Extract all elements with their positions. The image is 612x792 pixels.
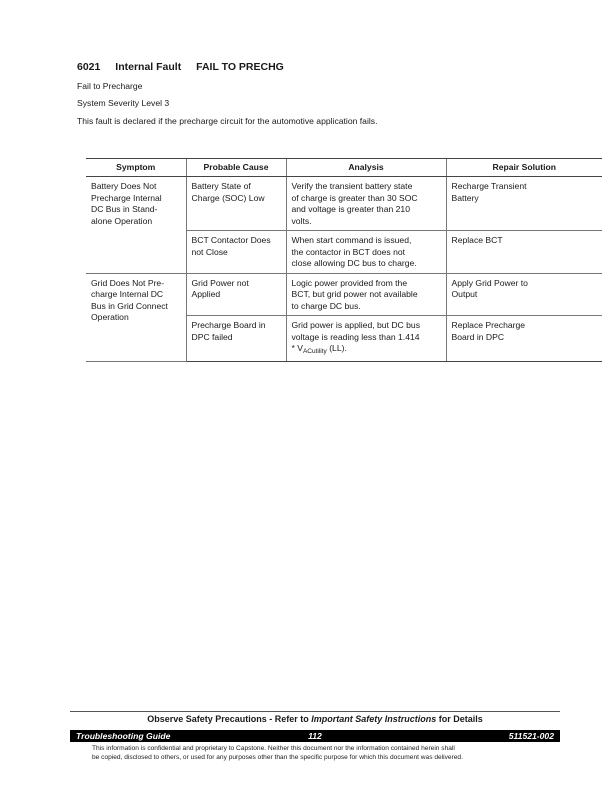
formula-subscript: ACutility	[302, 348, 327, 355]
repair-line: Board in DPC	[451, 331, 505, 342]
cause-line: Applied	[191, 289, 221, 299]
analysis-line: BCT, but grid power not available	[291, 289, 418, 299]
formula-suffix: (LL).	[326, 343, 347, 353]
analysis-cell	[286, 177, 446, 231]
repair-cell	[446, 273, 602, 316]
troubleshooting-table	[86, 158, 602, 362]
header-symptom: Symptom	[86, 159, 186, 177]
table-header-row	[86, 159, 602, 177]
analysis-line: Logic power provided from the	[291, 277, 408, 288]
fault-subtitle: Fail to Precharge	[77, 81, 143, 91]
confidentiality-line: be copied, disclosed to others, or used for any purposes other than the specific purpose for which this document was delivered.	[92, 753, 463, 761]
safety-emphasis: Important Safety Instructions	[311, 714, 437, 724]
symptom-cell	[86, 273, 186, 361]
repair-line: Replace BCT	[451, 235, 503, 245]
repair-line: Output	[451, 289, 478, 299]
cause-cell	[186, 273, 286, 316]
safety-suffix: for Details	[436, 714, 483, 724]
header-analysis: Analysis	[286, 159, 446, 177]
cause-line: Grid Power not	[191, 277, 249, 288]
analysis-line: of charge is greater than 30 SOC	[291, 192, 418, 203]
safety-prefix: Observe Safety Precautions - Refer to	[147, 714, 312, 724]
analysis-line: voltage is reading less than 1.414	[291, 331, 420, 342]
cause-cell	[186, 177, 286, 231]
fault-heading	[77, 61, 284, 73]
analysis-cell	[286, 316, 446, 362]
cause-cell	[186, 316, 286, 362]
fault-description: This fault is declared if the precharge circuit for the automotive application fails.	[77, 116, 378, 126]
page-number: 112	[308, 731, 322, 741]
analysis-cell	[286, 231, 446, 274]
cause-cell	[186, 231, 286, 274]
guide-title: Troubleshooting Guide	[76, 731, 171, 741]
symptom-line: charge Internal DC	[91, 289, 164, 299]
table-row	[86, 177, 602, 231]
fault-title: Internal Fault	[115, 61, 182, 73]
repair-cell	[446, 231, 602, 274]
repair-line: Battery	[451, 192, 479, 203]
footer-divider	[70, 711, 560, 712]
analysis-line: to charge DC bus.	[291, 300, 361, 311]
fault-code: 6021	[77, 61, 101, 73]
footer-bar	[70, 730, 560, 742]
cause-line: Battery State of	[191, 181, 251, 191]
analysis-line: the contactor in BCT does not	[291, 246, 406, 257]
formula-prefix: * V	[291, 343, 303, 353]
formula-line	[292, 343, 441, 358]
symptom-line: Precharge Internal	[91, 192, 162, 203]
analysis-line: Verify the transient battery state	[291, 181, 413, 191]
repair-cell	[446, 177, 602, 231]
analysis-line: volts.	[291, 215, 312, 226]
symptom-line: Grid Does Not Pre-	[91, 277, 165, 288]
safety-notice	[70, 714, 560, 724]
symptom-line: alone Operation	[91, 215, 153, 226]
analysis-line: close allowing DC bus to charge.	[291, 258, 417, 268]
repair-line: Apply Grid Power to	[451, 277, 528, 288]
cause-line: not Close	[191, 246, 228, 257]
confidentiality-notice	[92, 745, 463, 762]
symptom-line: Bus in Grid Connect	[91, 300, 168, 311]
confidentiality-line: This information is confidential and proprietary to Capstone. Neither this document nor the information contained herein shall	[92, 745, 455, 752]
cause-line: BCT Contactor Does	[191, 235, 271, 245]
document-number: 511521-002	[508, 731, 554, 741]
symptom-cell	[86, 177, 186, 274]
header-probable-cause: Probable Cause	[186, 159, 286, 177]
symptom-line: Operation	[91, 312, 129, 322]
symptom-line: DC Bus in Stand-	[91, 204, 158, 214]
table-row	[86, 273, 602, 316]
cause-line: Charge (SOC) Low	[191, 192, 265, 203]
symptom-line: Battery Does Not	[91, 181, 157, 191]
analysis-line: Grid power is applied, but DC bus	[291, 320, 420, 330]
cause-line: Precharge Board in	[191, 320, 266, 330]
severity-level: System Severity Level 3	[77, 98, 170, 108]
analysis-line: When start command is issued,	[291, 235, 412, 245]
cause-line: DPC failed	[191, 331, 233, 342]
header-repair-solution: Repair Solution	[446, 159, 602, 177]
analysis-line: and voltage is greater than 210	[291, 204, 410, 214]
repair-line: Recharge Transient	[451, 181, 527, 191]
repair-cell	[446, 316, 602, 362]
analysis-cell	[286, 273, 446, 316]
fault-name: FAIL TO PRECHG	[196, 61, 284, 73]
repair-line: Replace Precharge	[451, 320, 526, 330]
